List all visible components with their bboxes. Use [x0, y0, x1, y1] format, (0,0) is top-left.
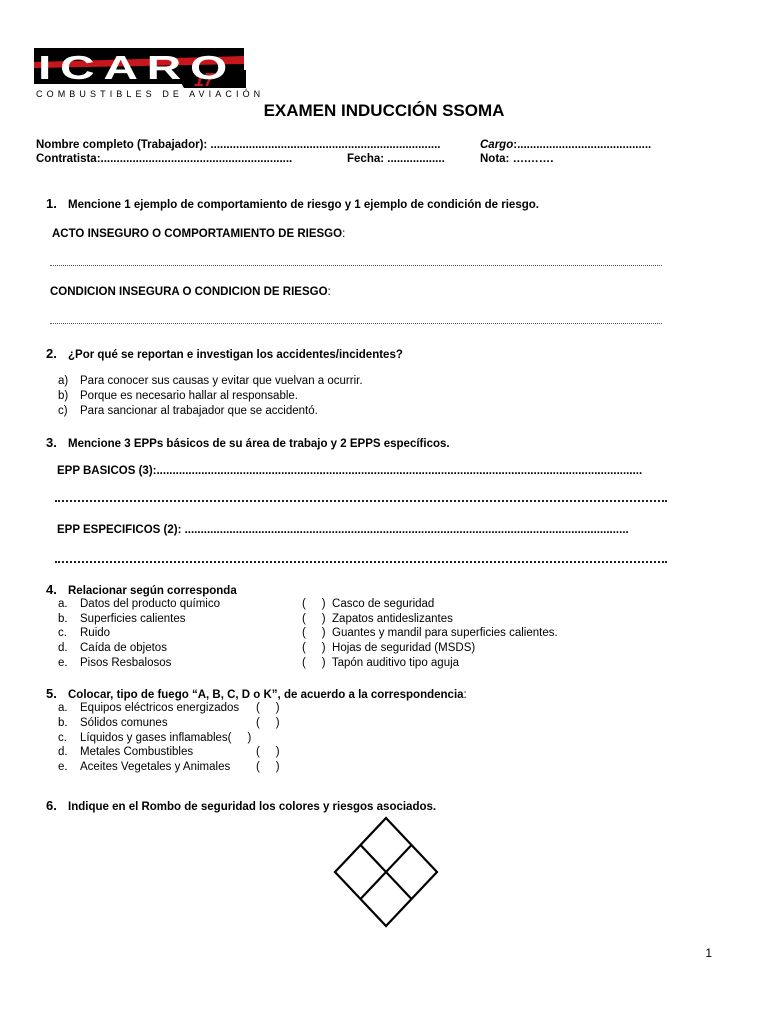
q5-option-c-text: Líquidos y gases inflamables( ) — [80, 732, 252, 744]
q4-left-a-letter: a. — [58, 598, 68, 610]
q4-right-5: ( ) Tapón auditivo tipo aguja — [302, 657, 460, 669]
q4-left-b-text: Superficies calientes — [80, 613, 186, 625]
safety-diamond-graphic — [332, 815, 440, 929]
q2-option-a-letter: a) — [58, 375, 69, 387]
q4-left-b — [58, 613, 185, 625]
epp-especificos-field — [57, 524, 667, 536]
q4-left-e-text: Pisos Resbalosos — [80, 657, 172, 669]
cargo-dots: :.......................................... — [513, 139, 652, 151]
nombre-field: Nombre completo (Trabajador): ........................................................................ — [36, 139, 441, 151]
q4-left-d-text: Caída de objetos — [80, 642, 167, 654]
q4-left-c — [58, 627, 110, 639]
q4-left-c-letter: c. — [58, 627, 67, 639]
q4-right-4: ( ) Hojas de seguridad (MSDS) — [302, 642, 476, 654]
q4-left-c-text: Ruido — [80, 627, 111, 639]
q5-option-b-letter: b. — [58, 717, 68, 729]
safety-diamond — [332, 815, 440, 929]
question-6-text: Indique en el Rombo de seguridad los colores y riesgos asociados. — [68, 801, 437, 813]
page-number: 1 — [705, 946, 712, 960]
q4-right-3: ( ) Guantes y mandil para superficies calientes. — [302, 627, 558, 639]
condicion-insegura-text: CONDICION INSEGURA O CONDICION DE RIESGO — [50, 286, 328, 298]
q5-option-b-text: Sólidos comunes — [80, 717, 168, 729]
q2-option-b-text: Porque es necesario hallar al responsable. — [80, 390, 298, 402]
epp-especificos-label: EPP ESPECÍFICOS (2): — [57, 524, 182, 536]
condicion-insegura-label — [50, 286, 331, 298]
condicion-colon: : — [327, 286, 331, 298]
acto-inseguro-text: ACTO INSEGURO O COMPORTAMIENTO DE RIESGO — [52, 228, 343, 240]
q5-option-e-letter: e. — [58, 761, 68, 773]
question-4-text: Relacionar según corresponda — [68, 585, 237, 597]
q4-left-e-letter: e. — [58, 657, 68, 669]
q2-option-b-letter: b) — [58, 390, 69, 402]
question-3-text: Mencione 3 EPPs básicos de su área de trabajo y 2 EPPS específicos. — [68, 438, 450, 450]
q4-right-2: ( ) Zapatos antideslizantes — [302, 613, 453, 625]
q4-left-d — [58, 642, 167, 654]
q5-option-c-letter: c. — [58, 732, 67, 744]
q5-option-b — [58, 717, 168, 729]
question-2-text: ¿Por qué se reportan e investigan los accidentes/incidentes? — [68, 349, 403, 361]
epp-basicos-dots: ........................................................................................................................................................ — [156, 465, 643, 477]
q2-option-c-letter: c) — [58, 405, 68, 417]
answer-line-epp-basicos — [55, 500, 667, 502]
q4-left-e — [58, 657, 171, 669]
logo-number: 17 — [194, 70, 215, 90]
question-4-number: 4. — [46, 582, 57, 597]
q2-option-c-text: Para sancionar al trabajador que se accidentó. — [80, 405, 318, 417]
epp-especificos-dots: ........................................................................................................................................... — [181, 524, 629, 536]
q4-left-a — [58, 598, 220, 610]
q5-option-a-letter: a. — [58, 702, 68, 714]
acto-colon: : — [342, 228, 346, 240]
epp-basicos-field — [57, 465, 667, 477]
question-6 — [46, 798, 436, 813]
q2-option-c — [58, 405, 318, 417]
q5-option-e-text: Aceites Vegetales y Animales — [80, 761, 231, 773]
contratista-field: Contratista:............................................................ — [36, 153, 293, 165]
question-5-text: Colocar, tipo de fuego “A, B, C, D o K”, de acuerdo a la correspondencia — [68, 689, 464, 701]
question-5-number: 5. — [46, 686, 57, 701]
answer-line-epp-especificos — [55, 561, 667, 563]
page-title: EXAMEN INDUCCIÓN SSOMA — [263, 101, 505, 120]
q2-option-a — [58, 375, 363, 387]
q5-option-d-letter: d. — [58, 746, 68, 758]
q5-option-d-text: Metales Combustibles — [80, 746, 194, 758]
fecha-field: Fecha: .................. — [347, 153, 445, 165]
question-1-number: 1. — [46, 196, 57, 211]
q5-option-d-blank: ( ) — [256, 746, 280, 758]
q2-option-a-text: Para conocer sus causas y evitar que vuelvan a ocurrir. — [80, 375, 363, 387]
cargo-label: Cargo — [480, 139, 514, 151]
q5-option-b-blank: ( ) — [256, 717, 280, 729]
question-4 — [46, 582, 237, 597]
q4-right-1: ( ) Casco de seguridad — [302, 598, 435, 610]
question-6-number: 6. — [46, 798, 57, 813]
logo-subtitle: COMBUSTIBLES DE AVIACIÓN — [36, 89, 265, 99]
q5-option-e — [58, 761, 230, 773]
q4-left-b-letter: b. — [58, 613, 68, 625]
question-3 — [46, 435, 450, 450]
q4-left-a-text: Datos del producto químico — [80, 598, 220, 610]
q5-option-a-blank: ( ) — [256, 702, 280, 714]
q5-option-a — [58, 702, 239, 714]
q2-option-b — [58, 390, 298, 402]
q5-option-e-blank: ( ) — [256, 761, 280, 773]
q5-option-a-text: Equipos eléctricos energizados — [80, 702, 240, 714]
epp-basicos-label: EPP BÁSICOS (3): — [57, 465, 157, 477]
nota-field: Nota: ….……. — [480, 153, 554, 165]
question-5 — [46, 686, 467, 701]
logo-brand: ICARO — [38, 49, 236, 86]
q4-left-d-letter: d. — [58, 642, 68, 654]
question-1-text: Mencione 1 ejemplo de comportamiento de riesgo y 1 ejemplo de condición de riesgo. — [68, 199, 539, 211]
question-5-colon: : — [463, 689, 467, 701]
q5-option-c — [58, 732, 251, 744]
acto-inseguro-label — [52, 228, 345, 240]
question-2 — [46, 346, 403, 361]
answer-line-acto — [50, 265, 662, 266]
answer-line-condicion — [50, 323, 662, 324]
q5-option-d — [58, 746, 193, 758]
question-3-number: 3. — [46, 435, 57, 450]
question-1 — [46, 196, 539, 211]
cargo-field — [480, 139, 651, 151]
question-2-number: 2. — [46, 346, 57, 361]
